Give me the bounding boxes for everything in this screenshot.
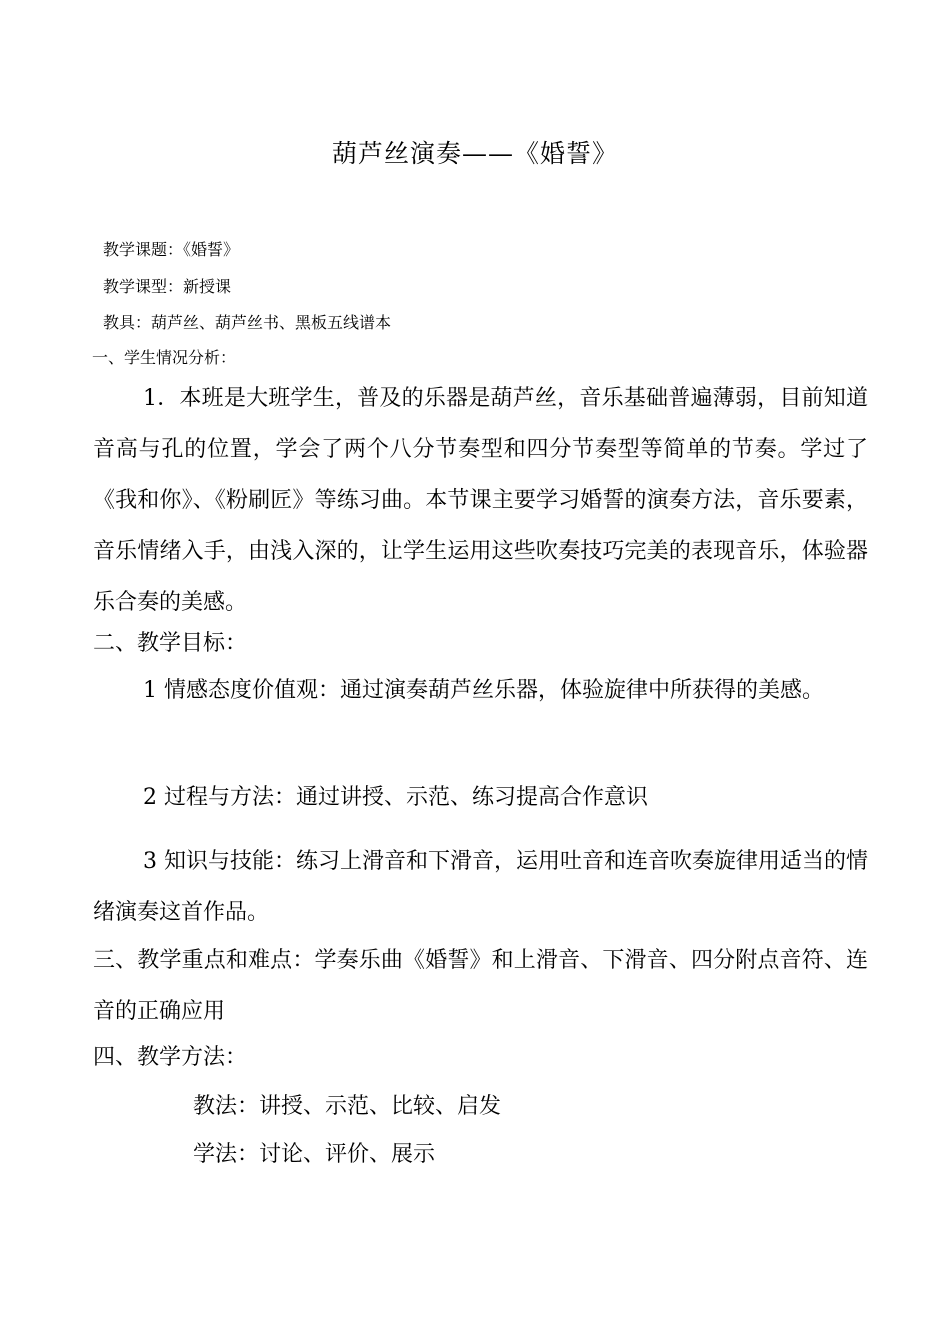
teaching-method: 教法：讲授、示范、比较、启发 bbox=[193, 1094, 502, 1119]
section3-text: 三、教学重点和难点：学奏乐曲《婚誓》和上滑音、下滑音、四分附点音符、连音的正确应用 bbox=[93, 948, 868, 1024]
section1-heading: 一、学生情况分析： bbox=[92, 348, 237, 367]
section4-heading: 四、教学方法： bbox=[93, 1045, 248, 1070]
goal-3: 3 知识与技能：练习上滑音和下滑音，运用吐音和连音吹奏旋律用适当的情绪演奏这首作品。 bbox=[93, 849, 868, 925]
meta-topic: 教学课题：《婚誓》 bbox=[103, 240, 240, 259]
goal-2: 2 过程与方法：通过讲授、示范、练习提高合作意识 bbox=[143, 785, 648, 810]
meta-lesson-type: 教学课型：新授课 bbox=[103, 277, 232, 296]
document-title: 葫芦丝演奏——《婚誓》 bbox=[331, 139, 618, 168]
section2-heading: 二、教学目标： bbox=[93, 631, 248, 656]
goal-1: 1 情感态度价值观：通过演奏葫芦丝乐器，体验旋律中所获得的美感。 bbox=[143, 678, 824, 703]
meta-tools: 教具：葫芦丝、葫芦丝书、黑板五线谱本 bbox=[103, 313, 392, 332]
section1-paragraph: 1．本班是大班学生，普及的乐器是葫芦丝，音乐基础普遍薄弱，目前知道音高与孔的位置，学会了两个八分节奏型和四分节奏型等简单的节奏。学过了《我和你》、《粉刷匠》等练习曲。本节课主要学习婚誓的演奏方法，音乐要素，音乐情绪入手，由浅入深的，让学生运用这些吹奏技巧完美的表现音乐，体验器乐合奏的美感。 bbox=[93, 386, 868, 615]
learning-method: 学法：讨论、评价、展示 bbox=[193, 1142, 436, 1167]
